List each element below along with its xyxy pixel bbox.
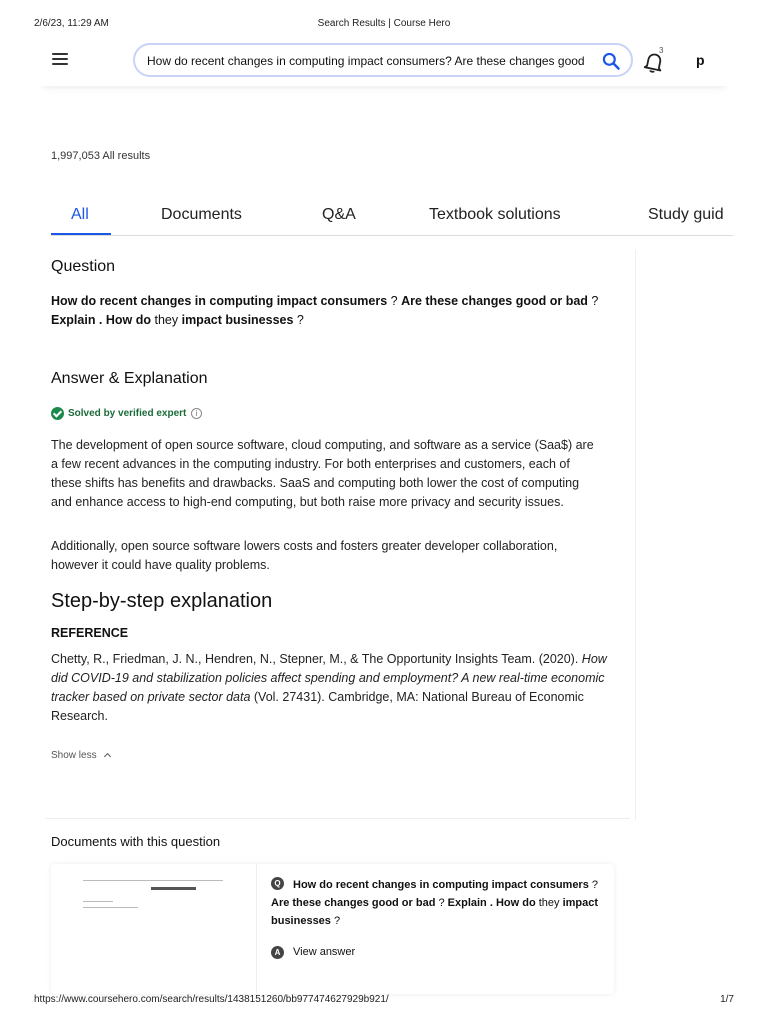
answer-paragraph: Additionally, open source software lowers costs and fosters greater developer collaboration, however it could have quality problems. (51, 539, 558, 572)
menu-icon[interactable] (52, 53, 68, 67)
question-heading: Question (51, 258, 116, 275)
tab-study-guides[interactable]: Study guid (648, 206, 724, 223)
reference-heading: REFERENCE (51, 626, 129, 640)
document-question-part: ? (435, 897, 448, 909)
answer-paragraph: The development of open source software, cloud computing, and software as a service (Saa$) are a few recent advances in the computing industry. For both enterprises and customers, each of these shifts has benefits and drawbacks. SaaS and computing both lower the cost of computing and enhance access to high-end computing, but both raise more privacy and security issues. (51, 438, 594, 509)
document-question-part: they (535, 897, 563, 909)
step-heading: Step-by-step explanation (51, 590, 273, 612)
verified-label: Solved by verified expert (68, 408, 187, 419)
print-datetime: 2/6/23, 11:29 AM (34, 18, 109, 29)
answer-badge-icon: A (271, 946, 284, 959)
question-part: impact businesses (181, 313, 294, 327)
show-less-button[interactable] (51, 750, 110, 761)
reference-text (51, 650, 611, 726)
active-tab-indicator (51, 233, 111, 235)
print-url: https://www.coursehero.com/search/results/1438151260/bb977474627929b921/ (34, 994, 389, 1005)
question-part: they (151, 313, 182, 327)
reference-authors: Chetty, R., Friedman, J. N., Hendren, N., Stepner, M., & The Opportunity Insights Team. (2020). (51, 652, 582, 666)
results-tabs (51, 196, 733, 236)
notification-count: 3 (659, 46, 664, 55)
show-less-label: Show less (51, 750, 97, 761)
answer-heading: Answer & Explanation (51, 370, 208, 387)
question-part: Are these changes good or bad (401, 294, 588, 308)
document-thumbnail[interactable] (51, 864, 257, 994)
print-header (0, 0, 768, 40)
question-part: ? (587, 294, 599, 308)
question-part: ? (387, 294, 402, 308)
view-answer-link[interactable]: View answer (293, 946, 356, 958)
question-part: ? (293, 313, 304, 327)
documents-heading: Documents with this question (51, 834, 221, 849)
content-divider (635, 250, 636, 820)
tab-documents[interactable]: Documents (161, 206, 242, 223)
document-question-part: How do recent changes in computing impact consumers (293, 879, 589, 891)
info-icon[interactable]: i (191, 408, 202, 419)
document-card[interactable] (51, 864, 614, 994)
top-bar (38, 40, 732, 86)
check-circle-icon (51, 407, 64, 420)
document-question-part: ? (588, 879, 599, 891)
reference-title: How did COVID-19 and stabilization policies affect spending and employment? A new real-time economic tracker based on private sector data (51, 652, 607, 704)
document-question-part: ? (330, 915, 341, 927)
question-part: Explain . How do (51, 313, 152, 327)
results-count: 1,997,053 All results (51, 150, 151, 162)
question-part: How do recent changes in computing impact consumers (51, 294, 388, 308)
document-question-part: Explain . How do (447, 897, 536, 909)
chevron-up-icon (104, 753, 111, 760)
print-title: Search Results | Course Hero (317, 18, 451, 29)
document-question-part: Are these changes good or bad (271, 897, 436, 909)
tab-all[interactable]: All (71, 206, 89, 223)
question-badge-icon: Q (271, 877, 284, 890)
section-divider (45, 818, 630, 819)
document-question[interactable] (271, 876, 601, 930)
tab-textbook-solutions[interactable]: Textbook solutions (429, 206, 561, 223)
avatar[interactable]: p (696, 52, 705, 68)
question-text (51, 292, 611, 330)
print-page-number: 1/7 (720, 994, 734, 1005)
search-input[interactable] (147, 51, 587, 71)
reference-publisher: (Vol. 27431). Cambridge, MA: National Bureau of Economic Research. (51, 690, 584, 723)
tab-qa[interactable]: Q&A (322, 206, 356, 223)
document-question-part: impact businesses (271, 897, 599, 927)
search-box[interactable] (133, 43, 633, 77)
search-icon[interactable] (601, 51, 621, 71)
